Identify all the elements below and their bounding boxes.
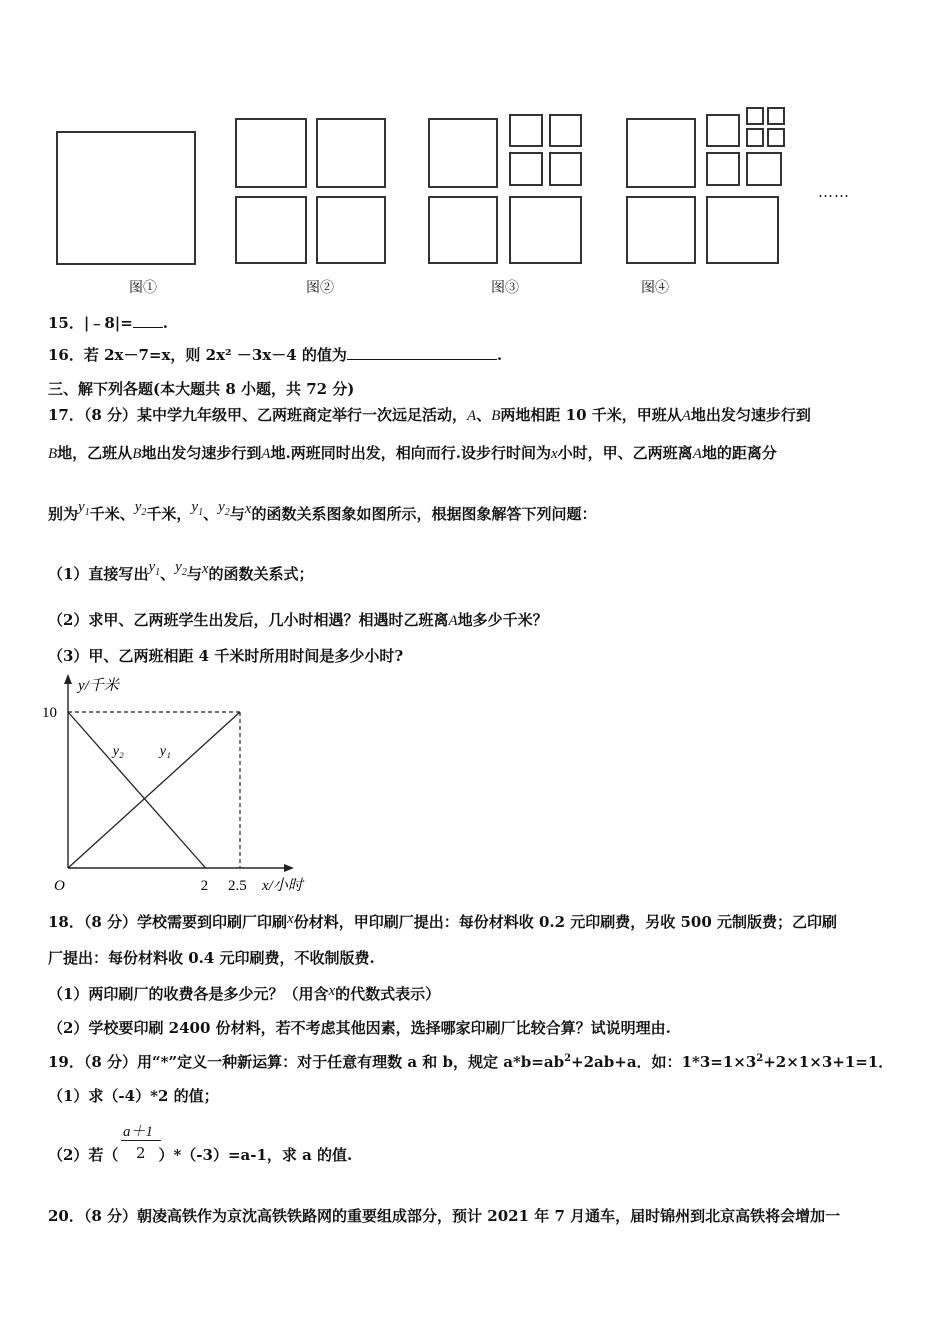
q17-text: 地.两班同时出发，相向而行.设步行时间为 <box>270 444 551 462</box>
var-y1 <box>191 499 204 518</box>
figure-label-3: 图③ <box>491 280 519 296</box>
q17-part-1 <box>48 559 314 586</box>
ellipsis: …… <box>818 183 850 201</box>
var-y: y <box>191 499 199 515</box>
var-y: y <box>148 559 156 575</box>
subscript: 2 <box>181 567 187 578</box>
q17-text: 地的距离分 <box>701 444 777 462</box>
q17-text: 与 <box>186 565 202 583</box>
square <box>706 152 740 186</box>
q17-text: 地，乙班从 <box>57 444 133 462</box>
q17-line-2 <box>48 442 777 463</box>
var-A: A <box>261 446 271 462</box>
var-x: x <box>201 561 209 577</box>
figure-label-1: 图① <box>129 280 157 296</box>
q20-line-1: 20．（8 分）朝凌高铁作为京沈高铁铁路网的重要组成部分，预计 2021 年 7 月通车，届时锦州到北京高铁将会增加一 <box>48 1207 841 1225</box>
x-tick-label: 2 <box>200 878 209 894</box>
q19-text: ）*（-3）=a-1，求 a 的值. <box>158 1146 353 1164</box>
var-x: x <box>244 501 252 517</box>
q18-line-1 <box>48 911 837 932</box>
q17-text: 地出发匀速步行到 <box>690 406 811 424</box>
var-y2 <box>134 499 147 518</box>
series-line-y1 <box>68 712 240 868</box>
q17-part-2 <box>48 609 548 630</box>
square <box>626 196 696 264</box>
q18-text: 18．（8 分）学校需要到印刷厂印刷 <box>48 913 288 931</box>
subscript: 1 <box>84 507 90 518</box>
var-B: B <box>491 408 501 424</box>
q19-text: +2ab+a．如：1*3=1×3 <box>571 1053 757 1071</box>
var-y: y <box>78 499 85 515</box>
q16-text: 16．若 2x－7=x，则 2x² －3x－4 的值为 <box>48 346 347 364</box>
q17-text: （1）直接写出 <box>48 565 149 583</box>
superscript: 2 <box>564 1053 572 1064</box>
square <box>235 118 307 188</box>
q17-text: （2）求甲、乙两班学生出发后，几小时相遇？相遇时乙班离 <box>48 611 449 629</box>
q19-part-2 <box>48 1144 352 1165</box>
q17-line-1 <box>48 404 811 425</box>
answer-blank <box>133 327 163 328</box>
square <box>767 128 785 147</box>
var-y: y <box>175 559 182 575</box>
square <box>428 196 498 264</box>
var-B: B <box>132 446 142 462</box>
var-y2 <box>175 559 187 578</box>
var-B: B <box>48 446 58 462</box>
q17-text: 千米、 <box>89 505 135 523</box>
square <box>706 114 740 147</box>
square <box>316 196 386 264</box>
subscript: 2 <box>141 507 147 518</box>
var-y: y <box>134 499 142 515</box>
var-x: x <box>551 446 558 462</box>
series-label-y1: y₁ <box>159 743 171 759</box>
y-tick-label: 10 <box>42 705 57 721</box>
x-axis-label: x/小时 <box>262 878 303 894</box>
square <box>235 196 307 264</box>
punct: 、 <box>476 406 492 424</box>
square <box>746 107 764 125</box>
square <box>316 118 386 188</box>
q17-line-3 <box>48 499 597 526</box>
q17-text: 17．（8 分）某中学九年级甲、乙两班商定举行一次远足活动， <box>48 406 468 424</box>
subscript: 2 <box>224 507 230 518</box>
fraction-denominator: 2 <box>136 1144 146 1162</box>
subscript: 1 <box>198 507 204 518</box>
var-A: A <box>448 613 458 629</box>
x-axis-arrow <box>284 864 294 872</box>
superscript: 2 <box>756 1053 764 1064</box>
fraction-bar <box>121 1140 161 1141</box>
q18-line-2: 厂提出：每份材料收 0.4 元印刷费，不收制版费. <box>48 949 375 967</box>
square <box>746 152 782 186</box>
x-tick-label: 2.5 <box>228 878 247 894</box>
q17-text: 小时，甲、乙两班离 <box>557 444 693 462</box>
question-15 <box>48 312 168 333</box>
var-y: y <box>218 499 225 515</box>
section-heading: 三、解下列各题(本大题共 8 小题，共 72 分) <box>48 380 355 398</box>
square <box>56 131 196 265</box>
q18-text: （1）两印刷厂的收费各是多少元？（用含 <box>48 985 329 1003</box>
origin-label: O <box>54 878 65 894</box>
q17-text: 两地相距 10 千米，甲班从 <box>500 406 682 424</box>
y-axis-label: y/千米 <box>78 678 119 694</box>
square <box>509 152 543 186</box>
question-16 <box>48 344 502 365</box>
var-A: A <box>467 408 477 424</box>
q17-text: 别为 <box>48 505 79 523</box>
q17-text: 千米， <box>146 505 192 523</box>
var-y1 <box>78 499 90 518</box>
figure-label-2: 图② <box>306 280 334 296</box>
square <box>626 118 696 188</box>
series-line-y2 <box>68 712 206 868</box>
q17-text: 的函数关系式； <box>208 565 314 583</box>
fraction-numerator: a＋1 <box>123 1124 154 1140</box>
q17-text: 地出发匀速步行到 <box>141 444 262 462</box>
var-x: x <box>328 983 336 999</box>
square <box>509 196 582 264</box>
q15-end: . <box>162 314 169 332</box>
punct: 、 <box>203 505 219 523</box>
square <box>428 118 498 188</box>
q18-text: 的代数式表示） <box>335 985 441 1003</box>
square <box>706 196 779 264</box>
var-x: x <box>287 911 294 927</box>
q18-text: 份材料，甲印刷厂提出：每份材料收 0.2 元印刷费，另收 500 元制版费；乙印刷 <box>293 913 838 931</box>
figure-label-4: 图④ <box>641 280 669 296</box>
distance-time-chart <box>30 670 330 900</box>
q17-text: 的函数关系图象如图所示，根据图象解答下列问题： <box>251 505 597 523</box>
y-axis-arrow <box>64 674 72 684</box>
q17-text: 与 <box>229 505 245 523</box>
q15-text: 15．|﹣8|= <box>48 314 133 332</box>
var-A: A <box>681 408 691 424</box>
square <box>549 114 582 147</box>
var-A: A <box>692 446 702 462</box>
q19-text: 19．（8 分）用“*”定义一种新运算：对于任意有理数 a 和 b，规定 a*b=ab <box>48 1053 565 1071</box>
var-y1 <box>148 559 161 578</box>
q18-part-1 <box>48 983 440 1004</box>
square <box>509 114 543 147</box>
series-label-y2: y₂ <box>112 743 124 759</box>
square <box>746 128 764 147</box>
square <box>549 152 582 186</box>
answer-blank <box>347 359 497 360</box>
q18-part-2: （2）学校要印刷 2400 份材料，若不考虑其他因素，选择哪家印刷厂比较合算？试说明理由. <box>48 1019 671 1037</box>
q17-text: 地多少千米？ <box>457 611 548 629</box>
q19-text: +2×1×3+1=1． <box>763 1053 894 1071</box>
var-y2 <box>218 499 230 518</box>
punct: 、 <box>160 565 176 583</box>
q19-part-1: （1）求（-4）*2 的值； <box>48 1087 219 1105</box>
q16-end: . <box>496 346 503 364</box>
q17-part-3: （3）甲、乙两班相距 4 千米时所用时间是多少小时? <box>48 647 404 665</box>
square <box>767 107 785 125</box>
subscript: 1 <box>155 567 161 578</box>
q19-text: （2）若（ <box>48 1146 119 1164</box>
q19-line-1 <box>48 1051 893 1072</box>
